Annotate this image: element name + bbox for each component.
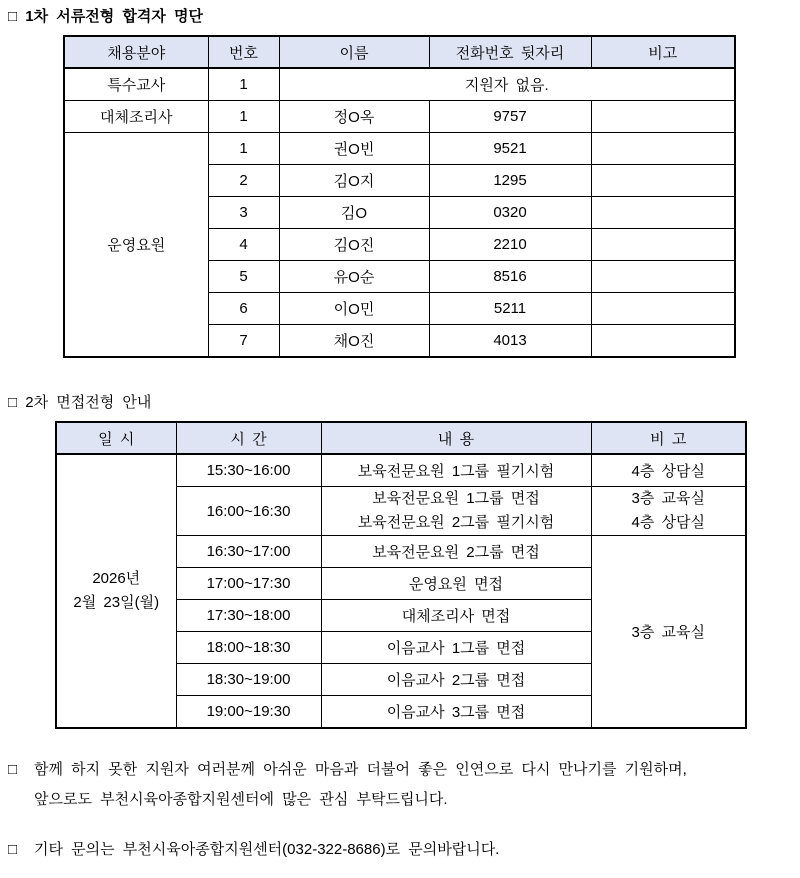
remark-cell — [591, 101, 735, 133]
number-cell: 7 — [208, 325, 279, 358]
number-cell: 5 — [208, 261, 279, 293]
name-cell: 김O진 — [279, 229, 429, 261]
content-cell: 이음교사 3그룹 면접 — [321, 696, 591, 729]
header-remark: 비고 — [591, 36, 735, 68]
header-phone-suffix: 전화번호 뒷자리 — [429, 36, 591, 68]
header-note: 비 고 — [591, 422, 746, 454]
header-name: 이름 — [279, 36, 429, 68]
name-cell: 김O — [279, 197, 429, 229]
date-year: 2026년 — [92, 570, 141, 587]
table-row-special-teacher — [64, 68, 735, 101]
remark-cell — [591, 229, 735, 261]
phone-cell: 4013 — [429, 325, 591, 358]
table-row-substitute-cook — [64, 101, 735, 133]
time-cell: 16:30~17:00 — [176, 536, 321, 568]
time-cell: 18:30~19:00 — [176, 664, 321, 696]
section2-title: □ 2차 면접전형 안내 — [8, 394, 152, 411]
content-cell: 보육전문요원 2그룹 면접 — [321, 536, 591, 568]
remark-cell — [591, 197, 735, 229]
time-cell: 16:00~16:30 — [176, 487, 321, 536]
name-cell: 권O빈 — [279, 133, 429, 165]
applicants-table — [63, 35, 736, 358]
date-day: 2월 23일(월) — [73, 594, 160, 611]
phone-cell: 0320 — [429, 197, 591, 229]
content-cell: 운영요원 면접 — [321, 568, 591, 600]
time-cell: 17:00~17:30 — [176, 568, 321, 600]
name-cell: 채O진 — [279, 325, 429, 358]
number-cell: 6 — [208, 293, 279, 325]
phone-cell: 5211 — [429, 293, 591, 325]
closing-line-1: 함께 하지 못한 지원자 여러분께 아쉬운 마음과 더불어 좋은 인연으로 다시 만나기를 기원하며, — [34, 761, 687, 778]
number-cell: 1 — [208, 68, 279, 101]
content-cell: 보육전문요원 1그룹 필기시험 — [321, 454, 591, 487]
header-content: 내 용 — [321, 422, 591, 454]
content-cell: 대체조리사 면접 — [321, 600, 591, 632]
remark-cell — [591, 325, 735, 358]
content-cell: 이음교사 2그룹 면접 — [321, 664, 591, 696]
content-line-2: 보육전문요원 2그룹 필기시험 — [357, 514, 555, 531]
category-cell: 특수교사 — [64, 68, 208, 101]
content-cell: 이음교사 1그룹 면접 — [321, 632, 591, 664]
name-cell: 유O순 — [279, 261, 429, 293]
schedule-row-1 — [56, 454, 746, 487]
phone-cell: 9757 — [429, 101, 591, 133]
square-bullet-icon: □ — [8, 841, 18, 858]
name-cell: 이O민 — [279, 293, 429, 325]
phone-cell: 8516 — [429, 261, 591, 293]
number-cell: 2 — [208, 165, 279, 197]
note-cell: 4층 상담실 — [591, 454, 746, 487]
category-cell: 대체조리사 — [64, 101, 208, 133]
number-cell: 1 — [208, 133, 279, 165]
header-category: 채용분야 — [64, 36, 208, 68]
phone-cell: 2210 — [429, 229, 591, 261]
closing-paragraph — [8, 755, 792, 815]
interview-schedule-table — [55, 421, 747, 729]
contact-paragraph — [8, 835, 792, 865]
square-bullet-icon: □ — [8, 761, 18, 778]
time-cell: 18:00~18:30 — [176, 632, 321, 664]
remark-cell — [591, 133, 735, 165]
time-cell: 15:30~16:00 — [176, 454, 321, 487]
remark-cell — [591, 293, 735, 325]
closing-paragraph-text — [34, 755, 792, 815]
no-applicant-cell: 지원자 없음. — [279, 68, 735, 101]
contact-paragraph-text: 기타 문의는 부천시육아종합지원센터(032-322-8686)로 문의바랍니다. — [34, 841, 500, 858]
remark-cell — [591, 261, 735, 293]
schedule-header-row — [56, 422, 746, 454]
phone-cell: 1295 — [429, 165, 591, 197]
time-cell: 17:30~18:00 — [176, 600, 321, 632]
closing-line-2: 앞으로도 부천시육아종합지원센터에 많은 관심 부탁드립니다. — [34, 791, 448, 808]
note-cell — [591, 487, 746, 536]
applicants-header-row — [64, 36, 735, 68]
note-cell-merged: 3층 교육실 — [591, 536, 746, 729]
name-cell: 김O지 — [279, 165, 429, 197]
content-cell — [321, 487, 591, 536]
header-number: 번호 — [208, 36, 279, 68]
phone-cell: 9521 — [429, 133, 591, 165]
category-cell-operations: 운영요원 — [64, 133, 208, 358]
number-cell: 4 — [208, 229, 279, 261]
time-cell: 19:00~19:30 — [176, 696, 321, 729]
note-line-1: 3층 교육실 — [631, 490, 705, 507]
header-time: 시 간 — [176, 422, 321, 454]
number-cell: 1 — [208, 101, 279, 133]
name-cell: 정O옥 — [279, 101, 429, 133]
number-cell: 3 — [208, 197, 279, 229]
content-line-1: 보육전문요원 1그룹 면접 — [372, 490, 540, 507]
header-date: 일 시 — [56, 422, 176, 454]
section1-title: □ 1차 서류전형 합격자 명단 — [8, 8, 203, 25]
table-row-operations-1 — [64, 133, 735, 165]
remark-cell — [591, 165, 735, 197]
note-line-2: 4층 상담실 — [631, 514, 705, 531]
date-cell — [56, 454, 176, 728]
